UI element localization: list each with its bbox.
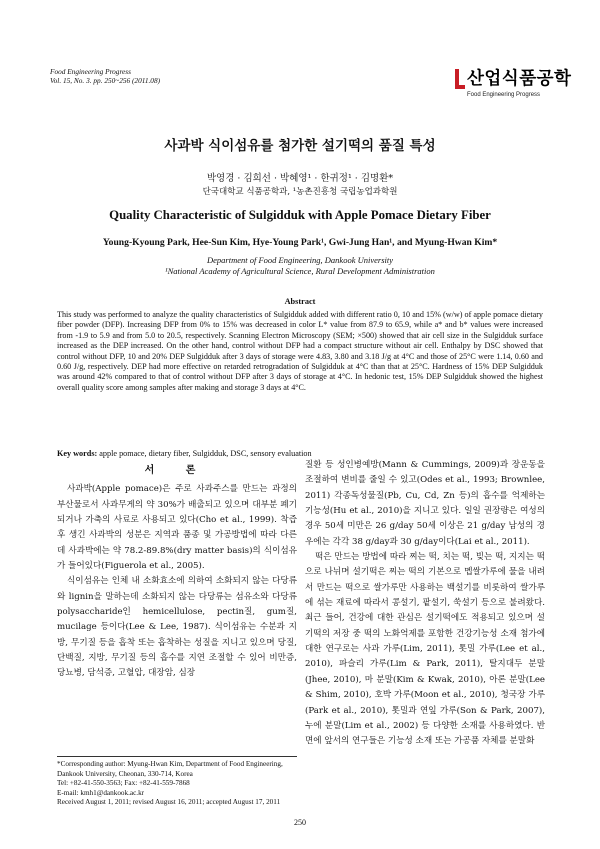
journal-volume: Vol. 15, No. 3. pp. 250~256 (2011.08) <box>50 76 161 85</box>
footnote-corresponding: *Corresponding author: Myung-Hwan Kim, Department of Food Engineering, Dankook University, Cheonan, 330-714, Korea <box>57 760 283 778</box>
journal-logo <box>455 65 572 103</box>
keywords <box>57 449 543 458</box>
abstract-heading: Abstract <box>284 297 316 306</box>
logo-subtitle: Food Engineering Progress <box>467 92 541 98</box>
journal-name: Food Engineering Progress <box>50 67 131 76</box>
affiliation-line-1: Department of Food Engineering, Dankook University <box>206 255 394 265</box>
section-heading-introduction: 서 론 <box>144 465 210 476</box>
journal-info <box>50 67 160 85</box>
logo-mark-icon <box>455 69 464 91</box>
affiliation-english <box>0 255 600 277</box>
right-column <box>305 458 545 750</box>
keywords-text: apple pomace, dietary fiber, Sulgidduk, DSC, sensory evaluation <box>99 449 312 458</box>
title-korean: 사과박 식이섬유를 첨가한 설기떡의 품질 특성 <box>164 138 436 154</box>
authors-korean: 박영경 · 김희선 · 박혜영¹ · 한귀정¹ · 김명환* <box>206 173 394 184</box>
abstract-text: This study was performed to analyze the quality characteristics of Sulgidduk added with different ratio 0, 10 and 15% (w/w) of apple pomace dietary fiber powder (DFP). Increasing DFP from 0% to 15% was decreased in color L* value from 87.9 to 65.9, while a* and b* values were increased from -1.9 to 5.9 and from 5.0 to 20.5, respectively. Scanning Electron Microscopy (SEM; ×500) showed that air cell size in the Sulgidduk surface increased as the DEP increased. On the other hand, control without DFP had a compact structure without air cell. Enthalpy by DSC showed that control without DFP, 10 and 20% DEP Sulgidduk after 3 days of storage were 4.83, 3.80 and 3.18 J/g at 4°C and those of 25°C were 1.14, 0.60 and 0.60 J/g, respectively. DEP had more effective on retarded retrogradation of Sulgidduk at 4°C than that at 25°C. Hardness of 15% DEP Sulgidduk was around 42% compared to that of control without DFP after 3 days of storage at 4°C. In hedonic test, 15% DEP Sulgidduk showed the highest overall quality score among samples after making and storage 3 days at 4°C. <box>57 310 543 392</box>
paragraph: 떡은 만드는 방법에 따라 찌는 떡, 치는 떡, 빚는 떡, 지지는 떡으로 나뉘며 설기떡은 찌는 떡의 기본으로 멥쌀가루에 물을 내려서 만드는 떡으로 쌀가루만 사용하는 백설기를 비롯하여 쌀가루에 섞는 재료에 따라서 콩설기, 팥설기, 쑥설기 등으로 불려왔다. 최근 들어, 건강에 대한 관심은 설기떡에도 적용되고 있으며 설기떡의 저장 중 떡의 노화억제를 포함한 건강기능성 소재 첨가에 대한 연구로는 사과 가루(Lim, 2011), 톳밀 가루(Lee et al., 2010), 파슬리 가루(Lim & Park, 2011), 탈지대두 분말(Jhee, 2010), 마 분말(Kim & Kwak, 2010), 아론 분말(Lee & Shim, 2010), 호박 가루(Moon et al., 2010), 청국장 가루(Park et al., 2010), 톳밀과 연잎 가루(Son & Park, 2007), 누에 분말(Lim et al., 2002) 등 다양한 소재를 사용하였다. 반면에 앞서의 연구들은 기능성 소재 또는 가공품 자체를 분말화 <box>305 552 545 747</box>
paragraph: 사과박(Apple pomace)은 주로 사과주스를 만드는 과정의 부산물로서 사과무게의 약 30%가 배출되고 있으며 대부분 폐기되거나 가축의 사료로 사용되고 있다(Cho et al., 1999). 착즙 후 생긴 사과박의 성분은 지역과 품종 및 가공방법에 따라 다른데 사과박에는 약 78.2-89.8%(dry matter basis)의 식이섬유가 들어있다(Figuerola et al., 2005). <box>57 484 297 572</box>
footnote <box>57 760 297 808</box>
affiliation-line-2: ¹National Academy of Agricultural Science, Rural Development Administration <box>165 266 435 276</box>
authors-english: Young-Kyoung Park, Hee-Sun Kim, Hye-Young Park¹, Gwi-Jung Han¹, and Myung-Hwan Kim* <box>102 237 498 248</box>
title-english: Quality Characteristic of Sulgidduk with Apple Pomace Dietary Fiber <box>109 208 491 222</box>
paragraph: 질환 등 성인병예방(Mann & Cummings, 2009)과 장운동을 조절하여 변비를 줄일 수 있고(Odes et al., 1993; Brownlee, 2011) 각종독성물질(Pb, Cu, Cd, Zn 등)의 흡수를 억제하는 기능성(Hu et al., 2010)을 지니고 있다. 일일 권장량은 여성의 경우 50세 미만은 26 g/day 50세 이상은 21 g/day 남성의 경우에는 각각 38 g/day과 30 g/day이다(Lai et al., 2011). <box>305 460 545 547</box>
footnote-tel: Tel: +82-41-550-3563; Fax: +82-41-559-7868 <box>57 779 190 788</box>
footnote-divider <box>57 756 297 757</box>
keywords-label: Key words: <box>57 449 98 458</box>
paragraph: 식이섬유는 인체 내 소화효소에 의하여 소화되지 않는 다당류와 lignin을 말하는데 소화되지 않는 다당류는 섬유소와 다당류 polysaccharide인 hemicellulose, pectin질, gum질, mucilage 등이다(Lee & Lee, 1987). 식이섬유는 수분과 지방, 무기질 등을 흡착 또는 흡착하는 성질을 지니고 있으며 당질, 단백질, 지방, 무기질 등의 흡수를 지연 조절할 수 있어 비만증, 당뇨병, 담석증, 고혈압, 대장암, 심장 <box>57 576 297 679</box>
footnote-received: Received August 1, 2011; revised August 16, 2011; accepted August 17, 2011 <box>57 798 281 807</box>
left-column <box>57 463 297 682</box>
affiliation-korean: 단국대학교 식품공학과, ¹농촌진흥청 국립농업과학원 <box>202 187 398 197</box>
footnote-email: E-mail: kmh1@dankook.ac.kr <box>57 788 145 797</box>
page-number: 250 <box>294 818 306 827</box>
logo-title: 산업식품공학 <box>467 69 572 89</box>
